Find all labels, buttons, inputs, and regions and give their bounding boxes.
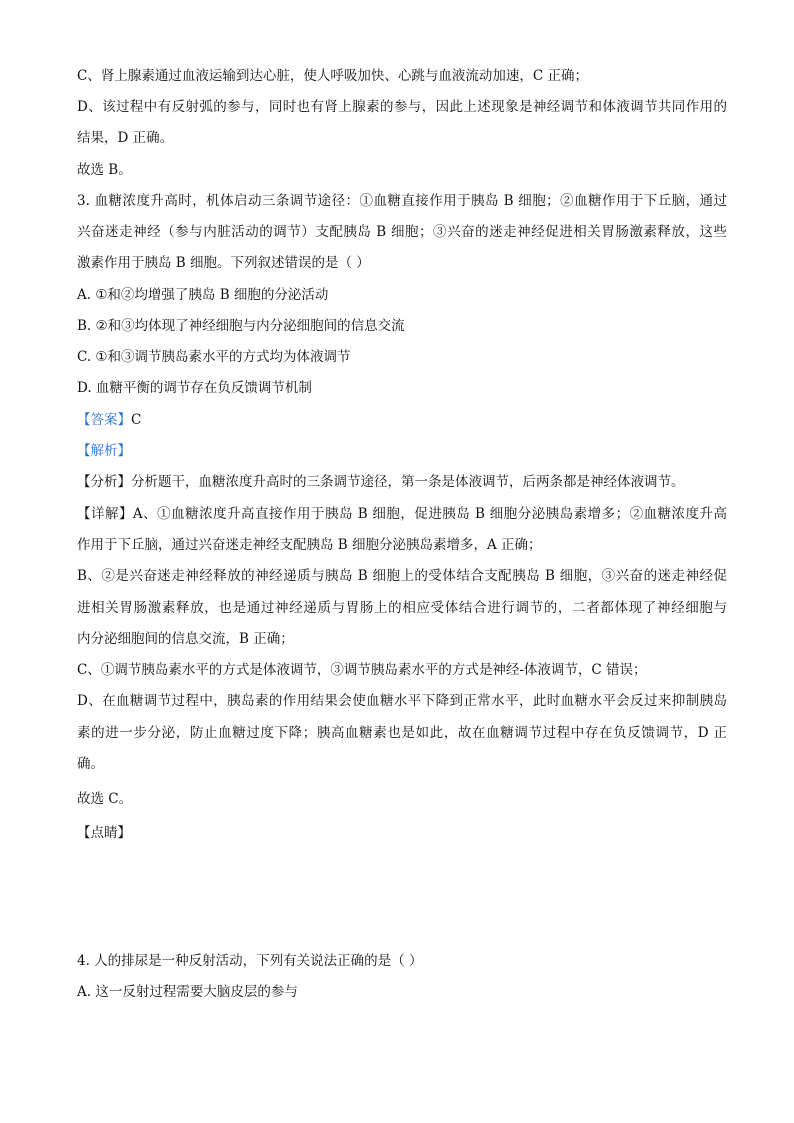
q3-option-b: B. ②和③均体现了神经细胞与内分泌细胞间的信息交流 [77, 318, 405, 334]
q3-option-a: A. ①和②均增强了胰岛 B 细胞的分泌活动 [77, 287, 329, 303]
q3-detail-line-6: C、①调节胰岛素水平的方式是体液调节，③调节胰岛素水平的方式是神经-体液调节，C 错误； [77, 662, 647, 678]
q2-final-choice: 故选 B。 [77, 162, 132, 178]
q2-option-d-explanation-line-1: D、该过程中有反射弧的参与，同时也有肾上腺素的参与，因此上述现象是神经调节和体液调节共同作用的 [77, 99, 727, 115]
q2-option-c-explanation: C、肾上腺素通过血液运输到达心脏，使人呼吸加快、心跳与血液流动加速，C 正确； [77, 68, 588, 84]
q3-detail-line-7: D、在血糖调节过程中，胰岛素的作用结果会使血糖水平下降到正常水平，此时血糖水平会反过来抑制胰岛 [77, 693, 727, 709]
q3-stem-line-3: 激素作用于胰岛 B 细胞。下列叙述错误的是（ ） [77, 255, 370, 271]
q3-answer-row [77, 411, 727, 429]
q3-final-choice: 故选 C。 [77, 791, 133, 807]
q4-stem: 4. 人的排尿是一种反射活动，下列有关说法正确的是（ ） [77, 953, 423, 969]
q3-dianjing-tag: 【点睛】 [77, 825, 131, 841]
q3-stem-line-1: 3. 血糖浓度升高时，机体启动三条调节途径：①血糖直接作用于胰岛 B 细胞；②血糖作用于下丘脑，通过 [77, 193, 727, 209]
answer-value: C [131, 412, 142, 428]
q3-detail-line-8: 素的进一步分泌，防止血糖过度下降；胰高血糖素也是如此，故在血糖调节过程中存在负反馈调节，D 正 [77, 725, 727, 741]
analysis-tag: 【解析】 [77, 443, 131, 459]
q3-detail-line-4: 进相关胃肠激素释放，也是通过神经递质与胃肠上的相应受体结合进行调节的，二者都体现了神经细胞与 [77, 600, 727, 616]
q3-detail-line-5: 内分泌细胞间的信息交流，B 正确； [77, 631, 294, 647]
q3-detail-line-3: B、②是兴奋迷走神经释放的神经递质与胰岛 B 细胞上的受体结合支配胰岛 B 细胞，③兴奋的迷走神经促 [77, 568, 727, 584]
q3-detail-line-1: 【详解】A、①血糖浓度升高直接作用于胰岛 B 细胞，促进胰岛 B 细胞分泌胰岛素增多；②血糖浓度升高 [77, 506, 727, 522]
q2-option-d-explanation-line-2: 结果，D 正确。 [77, 130, 174, 146]
q3-detail-line-2: 作用于下丘脑，通过兴奋迷走神经支配胰岛 B 细胞分泌胰岛素增多，A 正确； [77, 537, 542, 553]
q4-option-a: A. 这一反射过程需要大脑皮层的参与 [77, 984, 298, 1000]
q3-option-d: D. 血糖平衡的调节存在负反馈调节机制 [77, 380, 312, 396]
q3-detail-line-9: 确。 [77, 756, 104, 772]
answer-tag: 【答案】 [77, 412, 131, 428]
q3-analysis-fenxi: 【分析】分析题干，血糖浓度升高时的三条调节途径，第一条是体液调节，后两条都是神经体液调节。 [77, 474, 685, 490]
q3-stem-line-2: 兴奋迷走神经（参与内脏活动的调节）支配胰岛 B 细胞；③兴奋的迷走神经促进相关胃肠激素释放，这些 [77, 224, 727, 240]
q3-option-c: C. ①和③调节胰岛素水平的方式均为体液调节 [77, 349, 351, 365]
